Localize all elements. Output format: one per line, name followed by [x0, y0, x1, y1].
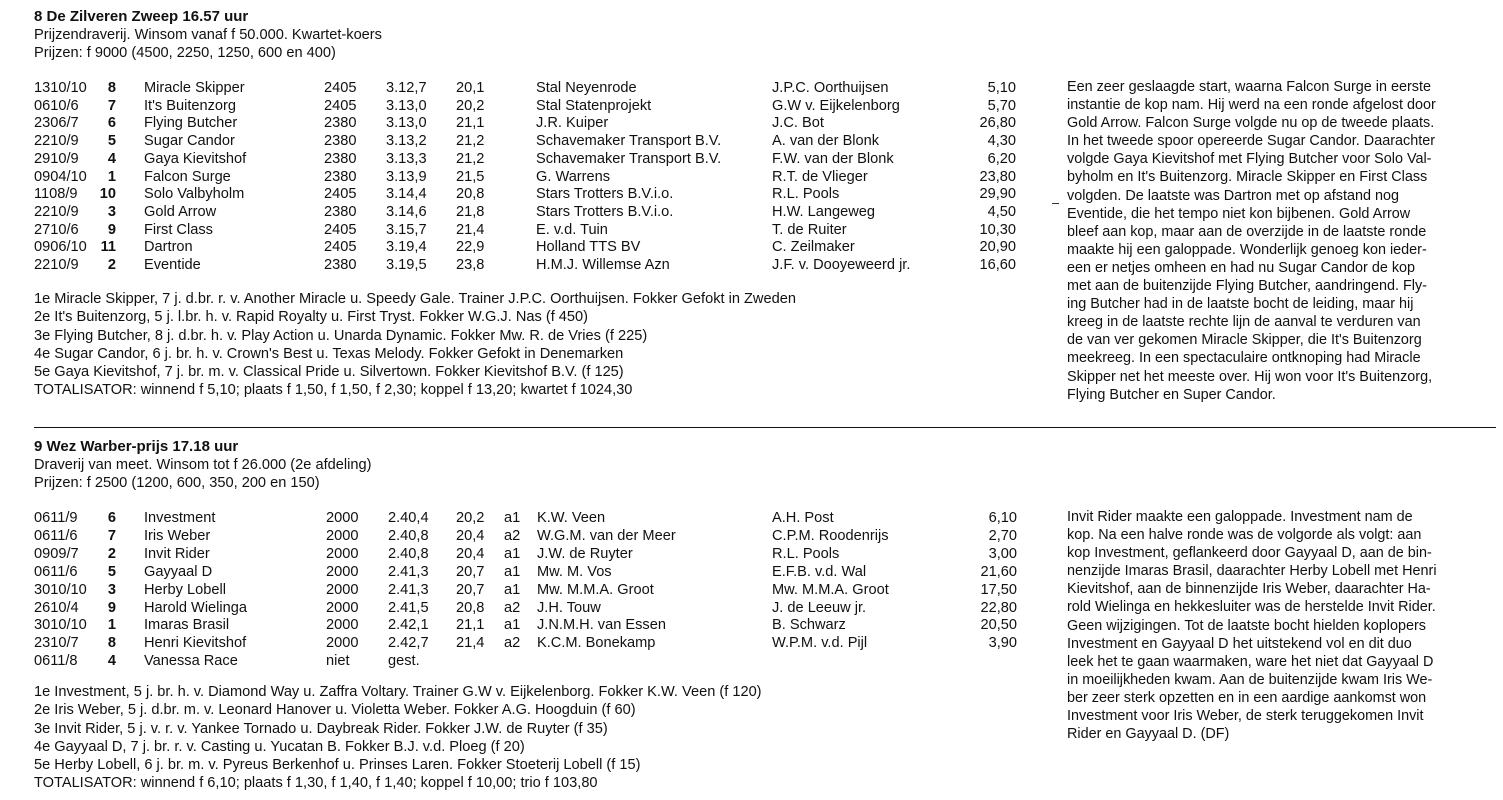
cell-dist: 2405	[324, 239, 357, 256]
pedigree-line: 2e It's Buitenzorg, 5 j. l.br. h. v. Rapid Royalty u. First Tryst. Fokker W.G.J. Nas (f 450)	[34, 309, 589, 326]
cell-owner: K.C.M. Bonekamp	[537, 635, 656, 652]
cell-num: 1	[107, 168, 116, 185]
report-line: ber zeer sterk opzetten en in een aardige aankomst won	[1067, 689, 1427, 706]
cell-time: 2.42,1	[388, 617, 429, 634]
cell-num: 6	[107, 115, 116, 132]
report-line: instantie de kop nam. Hij werd na een ronde afgelost door	[1067, 97, 1436, 114]
cell-num: 7	[107, 527, 116, 544]
cell-horse: Gold Arrow	[144, 203, 217, 220]
cell-horse: Vanessa Race	[144, 653, 238, 670]
report-line: volgden. De laatste was Dartron met op afstand nog	[1067, 187, 1399, 204]
cell-owner: Mw. M. Vos	[537, 563, 612, 580]
race-report	[1067, 78, 1491, 404]
race-conditions: Draverij van meet. Winsom tot f 26.000 (2e afdeling)	[34, 457, 372, 473]
cell-horse: Solo Valbyholm	[144, 186, 245, 203]
cell-time: 2.42,7	[388, 635, 429, 652]
cell-owner: H.M.J. Willemse Azn	[536, 257, 670, 273]
table-row	[0, 151, 1040, 169]
cell-date: 0909/7	[34, 545, 79, 562]
cell-horse: Falcon Surge	[144, 168, 231, 185]
cell-time: 3.13,2	[386, 133, 427, 150]
cell-auto: a1	[504, 545, 521, 562]
cell-odds: 16,60	[979, 257, 1016, 273]
cell-num: 5	[107, 563, 116, 580]
table-row	[0, 582, 1040, 600]
cell-driver: T. de Ruiter	[772, 221, 847, 238]
cell-km: 20,2	[456, 510, 485, 526]
report-line: de van ver gekomen Miracle Skipper, die It's Buitenzorg	[1067, 332, 1422, 349]
table-row	[0, 635, 1040, 653]
cell-time: 2.41,3	[388, 563, 429, 580]
cell-num: 11	[100, 239, 116, 256]
report-line: byholm en It's Buitenzorg. Miracle Skipper en First Class	[1067, 169, 1428, 186]
cell-km: 20,4	[456, 545, 485, 562]
cell-date: 0610/6	[34, 97, 79, 114]
table-row	[0, 617, 1040, 635]
cell-dist: 2000	[326, 510, 359, 526]
cell-date: 2710/6	[34, 221, 79, 238]
cell-odds: 4,50	[987, 203, 1016, 220]
margin-mark	[1052, 203, 1059, 204]
cell-driver: J.F. v. Dooyeweerd jr.	[772, 257, 911, 273]
cell-dist: 2380	[324, 133, 357, 150]
cell-auto: a2	[504, 599, 521, 616]
cell-auto: a1	[504, 617, 521, 634]
table-row	[0, 115, 1040, 133]
cell-driver: R.L. Pools	[772, 545, 840, 562]
cell-horse: Gaya Kievitshof	[144, 150, 247, 167]
cell-horse: Henri Kievitshof	[144, 635, 247, 652]
cell-dist: 2000	[326, 635, 359, 652]
cell-auto: a1	[504, 563, 521, 580]
report-line: Rider en Gayyaal D. (DF)	[1067, 726, 1230, 743]
cell-km: 20,7	[456, 581, 485, 598]
cell-horse: Dartron	[144, 239, 193, 256]
cell-date: 2310/7	[34, 635, 79, 652]
cell-dist: 2000	[326, 563, 359, 580]
report-line: bleef aan kop, maar aan de overzijde in de laatste ronde	[1067, 223, 1427, 240]
cell-date: 1310/10	[34, 80, 87, 96]
cell-num: 4	[107, 653, 116, 670]
cell-dist: 2380	[324, 257, 357, 273]
cell-time: 3.13,0	[386, 115, 427, 132]
table-row	[0, 600, 1040, 618]
cell-owner: J.R. Kuiper	[536, 115, 609, 132]
cell-date: 2910/9	[34, 150, 79, 167]
cell-horse: Investment	[144, 510, 216, 526]
totalisator-line: TOTALISATOR: winnend f 6,10; plaats f 1,30, f 1,40, f 1,40; koppel f 10,00; trio f 103,80	[34, 775, 598, 792]
report-line: kop Investment, geflankeerd door Gayyaal D, aan de bin-	[1067, 545, 1432, 562]
cell-num: 4	[107, 150, 116, 167]
cell-time: 3.12,7	[386, 80, 427, 96]
cell-driver: J.P.C. Oorthuijsen	[772, 80, 889, 96]
cell-dist: 2405	[324, 186, 357, 203]
cell-km: 21,1	[456, 617, 485, 634]
report-line: Gold Arrow. Falcon Surge volgde nu op de tweede plaats.	[1067, 115, 1435, 132]
cell-horse: Miracle Skipper	[144, 80, 245, 96]
cell-dist: 2405	[324, 97, 357, 114]
cell-date: 1108/9	[34, 186, 78, 203]
cell-horse: Sugar Candor	[144, 133, 235, 150]
cell-km: 20,4	[456, 527, 485, 544]
cell-owner: Stal Neyenrode	[536, 80, 637, 96]
cell-time: 2.41,3	[388, 581, 429, 598]
report-line: meekreeg. In een spectaculaire ontknoping had Miracle	[1067, 350, 1421, 367]
cell-km: 20,7	[456, 563, 485, 580]
pedigree-line: 5e Herby Lobell, 6 j. br. m. v. Pyreus Berkenhof u. Prinses Laren. Fokker Stoeterij Lobell (f 15)	[34, 757, 641, 774]
report-line: Flying Butcher en Super Candor.	[1067, 386, 1276, 403]
cell-km: 21,2	[456, 150, 485, 167]
cell-num: 9	[107, 599, 116, 616]
cell-num: 9	[107, 221, 116, 238]
cell-date: 0611/6	[34, 527, 78, 544]
cell-owner: Stars Trotters B.V.i.o.	[536, 203, 674, 220]
cell-owner: Schavemaker Transport B.V.	[536, 133, 722, 150]
cell-time: 3.14,4	[386, 186, 427, 203]
cell-driver: B. Schwarz	[772, 617, 846, 634]
table-row	[0, 204, 1040, 222]
table-row	[0, 133, 1040, 151]
cell-date: 0904/10	[34, 168, 87, 185]
cell-owner: Holland TTS BV	[536, 239, 641, 256]
cell-date: 2306/7	[34, 115, 79, 132]
cell-dist: 2380	[324, 203, 357, 220]
cell-date: 0611/6	[34, 563, 78, 580]
cell-owner: K.W. Veen	[537, 510, 606, 526]
cell-driver: R.L. Pools	[772, 186, 840, 203]
cell-driver: E.F.B. v.d. Wal	[772, 563, 867, 580]
cell-date: 0611/9	[34, 510, 78, 526]
pedigree-line: 2e Iris Weber, 5 j. d.br. m. v. Leonard Hanover u. Violetta Weber. Fokker A.G. Hoogduin (f 60)	[34, 702, 636, 719]
cell-horse: Iris Weber	[144, 527, 211, 544]
cell-owner: J.H. Touw	[537, 599, 601, 616]
pedigree-list	[34, 291, 1034, 401]
table-row	[0, 80, 1040, 98]
report-line: Invit Rider maakte een galoppade. Investment nam de	[1067, 509, 1413, 525]
cell-odds: 3,00	[988, 545, 1017, 562]
cell-dist: 2380	[324, 150, 357, 167]
cell-odds: 6,10	[988, 510, 1017, 526]
report-line: Investment en Gayyaal D het uitstekend vol en dit duo	[1067, 635, 1412, 652]
cell-horse: First Class	[144, 221, 213, 238]
report-line: In het tweede spoor opereerde Sugar Candor. Daarachter	[1067, 133, 1435, 150]
cell-horse: Harold Wielinga	[144, 599, 248, 616]
table-row	[0, 653, 1040, 671]
cell-km: 22,9	[456, 239, 485, 256]
cell-horse: It's Buitenzorg	[144, 97, 237, 114]
race-report	[1067, 508, 1491, 743]
cell-dist: 2380	[324, 115, 357, 132]
table-row	[0, 222, 1040, 240]
report-line: kop. Na een halve ronde was de volgorde als volgt: aan	[1067, 527, 1422, 544]
cell-dist: 2000	[326, 581, 359, 598]
cell-driver: H.W. Langeweg	[772, 203, 876, 220]
cell-date: 2610/4	[34, 599, 79, 616]
cell-time: 3.19,4	[386, 239, 427, 256]
table-row	[0, 257, 1040, 275]
cell-odds: 22,80	[980, 599, 1017, 616]
cell-driver: C.P.M. Roodenrijs	[772, 527, 889, 544]
pedigree-line: 1e Investment, 5 j. br. h. v. Diamond Way u. Zaffra Voltary. Trainer G.W v. Eijkelenborg. Fokker K.W. Veen (f 120)	[34, 684, 762, 700]
cell-time: 3.13,9	[386, 168, 427, 185]
cell-owner: Mw. M.M.A. Groot	[537, 581, 654, 598]
cell-date: 3010/10	[34, 617, 87, 634]
report-line: nenzijde Imaras Brasil, daarachter Herby Lobell met Henri	[1067, 563, 1437, 580]
cell-odds: 2,70	[988, 527, 1017, 544]
cell-horse: Imaras Brasil	[144, 617, 230, 634]
cell-km: 20,2	[456, 97, 485, 114]
cell-time: gest.	[388, 653, 420, 670]
cell-date: 0906/10	[34, 239, 87, 256]
cell-date: 2210/9	[34, 203, 79, 220]
cell-dist: 2000	[326, 545, 359, 562]
pedigree-line: 4e Sugar Candor, 6 j. br. h. v. Crown's Best u. Texas Melody. Fokker Gefokt in Denemarken	[34, 345, 624, 362]
cell-auto: a2	[504, 527, 521, 544]
cell-auto: a1	[504, 581, 521, 598]
cell-time: 2.40,8	[388, 527, 429, 544]
report-line: Skipper net het meeste over. Hij won voor It's Buitenzorg,	[1067, 368, 1433, 385]
race-prizes: Prijzen: f 9000 (4500, 2250, 1250, 600 en 400)	[34, 45, 336, 61]
cell-owner: J.N.M.H. van Essen	[537, 617, 666, 634]
cell-km: 21,4	[456, 635, 485, 652]
cell-odds: 21,60	[980, 563, 1017, 580]
cell-owner: Schavemaker Transport B.V.	[536, 150, 722, 167]
race-title: 9 Wez Warber-prijs 17.18 uur	[34, 438, 239, 455]
race-prizes: Prijzen: f 2500 (1200, 600, 350, 200 en 150)	[34, 475, 320, 491]
cell-km: 21,1	[456, 115, 485, 132]
cell-odds: 17,50	[980, 581, 1017, 598]
cell-km: 21,8	[456, 203, 485, 220]
cell-num: 1	[107, 617, 116, 634]
cell-date: 3010/10	[34, 581, 87, 598]
cell-time: 2.40,8	[388, 545, 429, 562]
cell-num: 3	[107, 581, 116, 598]
cell-driver: C. Zeilmaker	[772, 239, 855, 256]
cell-owner: Stal Statenprojekt	[536, 97, 652, 114]
cell-dist: 2405	[324, 221, 357, 238]
cell-driver: W.P.M. v.d. Pijl	[772, 635, 868, 652]
report-line: kreeg in de laatste rechte lijn de aanval te verduren van	[1067, 314, 1421, 331]
race-conditions: Prijzendraverij. Winsom vanaf f 50.000. Kwartet-koers	[34, 27, 382, 43]
cell-odds: 26,80	[979, 115, 1016, 132]
cell-odds: 3,90	[988, 635, 1017, 652]
report-line: in moeilijkheden kwam. Aan de buitenzijde kwam Iris We-	[1067, 671, 1433, 688]
cell-num: 8	[107, 635, 116, 652]
cell-date: 0611/8	[34, 653, 78, 670]
cell-dist: 2000	[326, 599, 359, 616]
cell-odds: 23,80	[979, 168, 1016, 185]
cell-time: 2.41,5	[388, 599, 429, 616]
pedigree-line: 3e Flying Butcher, 8 j. d.br. h. v. Play Action u. Unarda Dynamic. Fokker Mw. R. de Vries (f 225)	[34, 327, 648, 344]
cell-num: 3	[107, 203, 116, 220]
report-line: Kievitshof, aan de binnenzijde Iris Weber, daarachter Ha-	[1067, 581, 1431, 598]
report-line: rold Wielinga en hekkesluiter was de herstelde Invit Rider.	[1067, 599, 1436, 616]
pedigree-line: 1e Miracle Skipper, 7 j. d.br. r. v. Another Miracle u. Speedy Gale. Trainer J.P.C. Oorthuijsen. Fokker Gefokt in Zweden	[34, 291, 796, 307]
cell-dist: 2000	[326, 617, 359, 634]
cell-odds: 5,10	[987, 80, 1016, 96]
cell-auto: a2	[504, 635, 521, 652]
cell-num: 7	[107, 97, 116, 114]
cell-driver: F.W. van der Blonk	[772, 150, 894, 167]
cell-horse: Herby Lobell	[144, 581, 226, 598]
cell-owner: Stars Trotters B.V.i.o.	[536, 186, 674, 203]
pedigree-line: 3e Invit Rider, 5 j. v. r. v. Yankee Tornado u. Daybreak Rider. Fokker J.W. de Ruyter (f 35)	[34, 720, 608, 737]
race-title: 8 De Zilveren Zweep 16.57 uur	[34, 8, 249, 25]
cell-driver: J. de Leeuw jr.	[772, 599, 867, 616]
cell-odds: 20,90	[979, 239, 1016, 256]
table-row	[0, 528, 1040, 546]
report-line: Geen wijzigingen. Tot de laatste bocht hielden koplopers	[1067, 617, 1426, 634]
cell-odds: 10,30	[979, 221, 1016, 238]
report-line: Eventide, die het tempo niet kon bijbenen. Gold Arrow	[1067, 205, 1411, 222]
report-line: volgde Gaya Kievitshof met Flying Butcher voor Solo Val-	[1067, 151, 1432, 168]
cell-driver: G.W v. Eijkelenborg	[772, 97, 900, 114]
report-line: ing Butcher had in de laatste bocht de leiding, maar hij	[1067, 296, 1414, 313]
cell-auto: a1	[504, 510, 521, 526]
cell-km: 21,5	[456, 168, 485, 185]
cell-km: 20,8	[456, 186, 485, 203]
cell-horse: Eventide	[144, 257, 201, 273]
report-line: Een zeer geslaagde start, waarna Falcon Surge in eerste	[1067, 79, 1431, 95]
table-row	[0, 239, 1040, 257]
cell-time: 3.15,7	[386, 221, 427, 238]
cell-km: 21,2	[456, 133, 485, 150]
cell-owner: W.G.M. van der Meer	[537, 527, 676, 544]
cell-time: 3.19,5	[386, 257, 427, 273]
report-line: met aan de buitenzijde Flying Butcher, aandringend. Fly-	[1067, 278, 1427, 295]
cell-owner: G. Warrens	[536, 168, 611, 185]
cell-driver: J.C. Bot	[772, 115, 824, 132]
cell-km: 21,4	[456, 221, 485, 238]
cell-odds: 20,50	[980, 617, 1017, 634]
report-line: maakte hij een galoppade. Wonderlijk genoeg kon ieder-	[1067, 241, 1427, 258]
cell-owner: J.W. de Ruyter	[537, 545, 633, 562]
totalisator-line: TOTALISATOR: winnend f 5,10; plaats f 1,50, f 1,50, f 2,30; koppel f 13,20; kwartet f 1024,30	[34, 382, 633, 399]
cell-num: 2	[107, 545, 116, 562]
cell-odds: 29,90	[979, 186, 1016, 203]
cell-date: 2210/9	[34, 257, 79, 273]
table-row	[0, 510, 1040, 528]
cell-time: 3.13,3	[386, 150, 427, 167]
cell-num: 2	[107, 257, 116, 273]
cell-time: 3.13,0	[386, 97, 427, 114]
cell-num: 5	[107, 133, 116, 150]
table-row	[0, 546, 1040, 564]
cell-driver: A. van der Blonk	[772, 133, 880, 150]
cell-date: 2210/9	[34, 133, 79, 150]
cell-time: 3.14,6	[386, 203, 427, 220]
cell-km: 23,8	[456, 257, 485, 273]
pedigree-line: 4e Gayyaal D, 7 j. br. r. v. Casting u. Yucatan B. Fokker B.J. v.d. Ploeg (f 20)	[34, 738, 525, 755]
cell-num: 8	[107, 80, 116, 96]
table-row	[0, 564, 1040, 582]
cell-driver: Mw. M.M.A. Groot	[772, 581, 889, 598]
report-line: Investment voor Iris Weber, de sterk teruggekomen Invit	[1067, 708, 1424, 725]
cell-num: 10	[99, 186, 116, 203]
section-divider	[34, 427, 1496, 428]
cell-horse: Flying Butcher	[144, 115, 238, 132]
cell-odds: 4,30	[987, 133, 1016, 150]
cell-num: 6	[107, 510, 116, 526]
cell-dist: 2000	[326, 527, 359, 544]
cell-driver: A.H. Post	[772, 510, 834, 526]
cell-dist: 2405	[324, 80, 357, 96]
cell-km: 20,8	[456, 599, 485, 616]
pedigree-line: 5e Gaya Kievitshof, 7 j. br. m. v. Classical Pride u. Silvertown. Fokker Kievitshof B.V. (f 125)	[34, 364, 624, 381]
cell-odds: 5,70	[987, 97, 1016, 114]
cell-km: 20,1	[456, 80, 485, 96]
cell-horse: Gayyaal D	[144, 563, 213, 580]
report-line: leek het te gaan waarmaken, ware het niet dat Gayyaal D	[1067, 653, 1434, 670]
cell-driver: R.T. de Vlieger	[772, 168, 868, 185]
cell-dist: 2380	[324, 168, 357, 185]
cell-time: 2.40,4	[388, 510, 429, 526]
report-line: een er netjes omheen en had nu Sugar Candor de kop	[1067, 259, 1416, 276]
cell-owner: E. v.d. Tuin	[536, 221, 608, 238]
cell-horse: Invit Rider	[144, 545, 210, 562]
cell-dist: niet	[326, 653, 350, 670]
table-row	[0, 186, 1040, 204]
table-row	[0, 98, 1040, 116]
cell-odds: 6,20	[987, 150, 1016, 167]
table-row	[0, 169, 1040, 187]
pedigree-list	[34, 684, 1034, 794]
